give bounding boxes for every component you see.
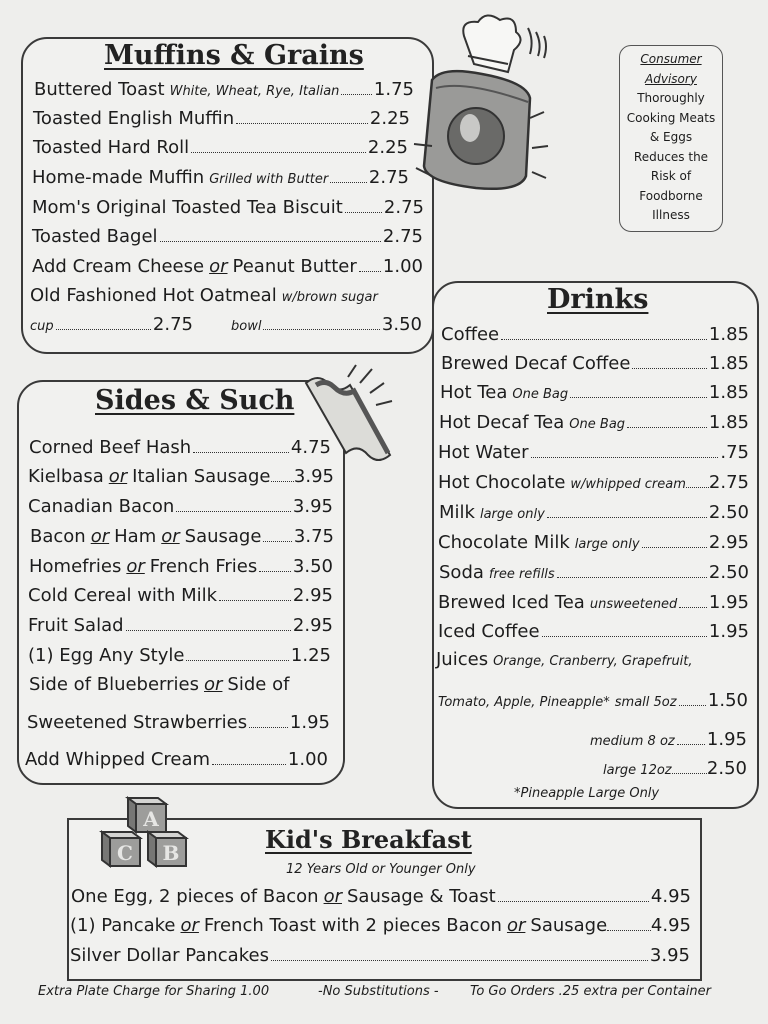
- kids-subtitle: 12 Years Old or Younger Only: [286, 862, 476, 877]
- juice-medium: medium 8 oz 1.95: [590, 729, 747, 750]
- menu-item: Brewed Decaf Coffee 1.85: [441, 353, 749, 374]
- menu-item: Mom's Original Toasted Tea Biscuit 2.75: [32, 197, 424, 218]
- footer-no-substitutions: -No Substitutions -: [318, 984, 439, 999]
- muffins-title: Muffins & Grains: [104, 40, 364, 71]
- oatmeal-cup: cup 2.75: [30, 314, 193, 335]
- menu-item: Sweetened Strawberries 1.95: [27, 712, 330, 733]
- toaster-chef-illustration: [412, 18, 562, 208]
- menu-item: Toasted English Muffin 2.25: [33, 108, 410, 129]
- menu-item: Hot Decaf Tea One Bag 1.85: [439, 412, 749, 433]
- menu-item: Juices Orange, Cranberry, Grapefruit,: [436, 649, 693, 670]
- block-letter: C: [117, 841, 133, 865]
- menu-item: Toasted Hard Roll 2.25: [33, 137, 408, 158]
- menu-item: Add Whipped Cream 1.00: [25, 749, 328, 770]
- menu-item: One Egg, 2 pieces of Bacon or Sausage & Toast 4.95: [71, 886, 691, 907]
- menu-item: Hot Chocolate w/whipped cream 2.75: [438, 472, 749, 493]
- footer-to-go: To Go Orders .25 extra per Container: [470, 984, 711, 999]
- menu-item: Brewed Iced Tea unsweetened 1.95: [438, 592, 749, 613]
- block-letter: A: [143, 807, 159, 831]
- menu-item: Fruit Salad 2.95: [28, 615, 333, 636]
- sides-title: Sides & Such: [95, 385, 295, 416]
- menu-item: Coffee 1.85: [441, 324, 749, 345]
- oatmeal-bowl: bowl 3.50: [231, 314, 422, 335]
- menu-item: Iced Coffee 1.95: [438, 621, 749, 642]
- menu-item: Canadian Bacon 3.95: [28, 496, 333, 517]
- menu-item: Soda free refills 2.50: [439, 562, 749, 583]
- block-letter: B: [162, 841, 180, 865]
- menu-item: Chocolate Milk large only 2.95: [438, 532, 749, 553]
- footer-sharing: Extra Plate Charge for Sharing 1.00: [38, 984, 270, 999]
- menu-item: Silver Dollar Pancakes 3.95: [70, 945, 690, 966]
- juice-small: Tomato, Apple, Pineapple* small 5oz 1.50: [438, 690, 748, 711]
- menu-item: Cold Cereal with Milk 2.95: [28, 585, 333, 606]
- menu-item: Kielbasa or Italian Sausage 3.95: [28, 466, 334, 487]
- menu-item: Add Cream Cheese or Peanut Butter 1.00: [32, 256, 423, 277]
- menu-item: Hot Water .75: [438, 442, 749, 463]
- abc-blocks-illustration: [96, 794, 208, 872]
- menu-item: (1) Egg Any Style 1.25: [28, 645, 331, 666]
- menu-item: Milk large only 2.50: [439, 502, 749, 523]
- drinks-title: Drinks: [547, 284, 649, 315]
- menu-item: Home-made Muffin Grilled with Butter 2.75: [32, 167, 409, 188]
- menu-item: Buttered Toast White, Wheat, Rye, Italian 1.75: [34, 79, 414, 100]
- menu-item: Homefries or French Fries 3.50: [29, 556, 333, 577]
- consumer-advisory: Consumer Advisory Thoroughly Cooking Meats & Eggs Reduces the Risk of Foodborne Illness: [619, 45, 723, 232]
- menu-item: Toasted Bagel 2.75: [32, 226, 423, 247]
- juice-large: large 12oz 2.50: [603, 758, 747, 779]
- menu-item: Hot Tea One Bag 1.85: [440, 382, 749, 403]
- pineapple-footnote: *Pineapple Large Only: [514, 786, 660, 801]
- menu-item: Bacon or Ham or Sausage 3.75: [30, 526, 334, 547]
- menu-item: (1) Pancake or French Toast with 2 pieces Bacon or Sausage 4.95: [70, 915, 691, 936]
- menu-item: Corned Beef Hash 4.75: [29, 437, 331, 458]
- menu-item: Side of Blueberries or Side of: [29, 674, 290, 695]
- kids-title: Kid's Breakfast: [265, 825, 472, 854]
- menu-item: Old Fashioned Hot Oatmeal w/brown sugar: [30, 285, 378, 306]
